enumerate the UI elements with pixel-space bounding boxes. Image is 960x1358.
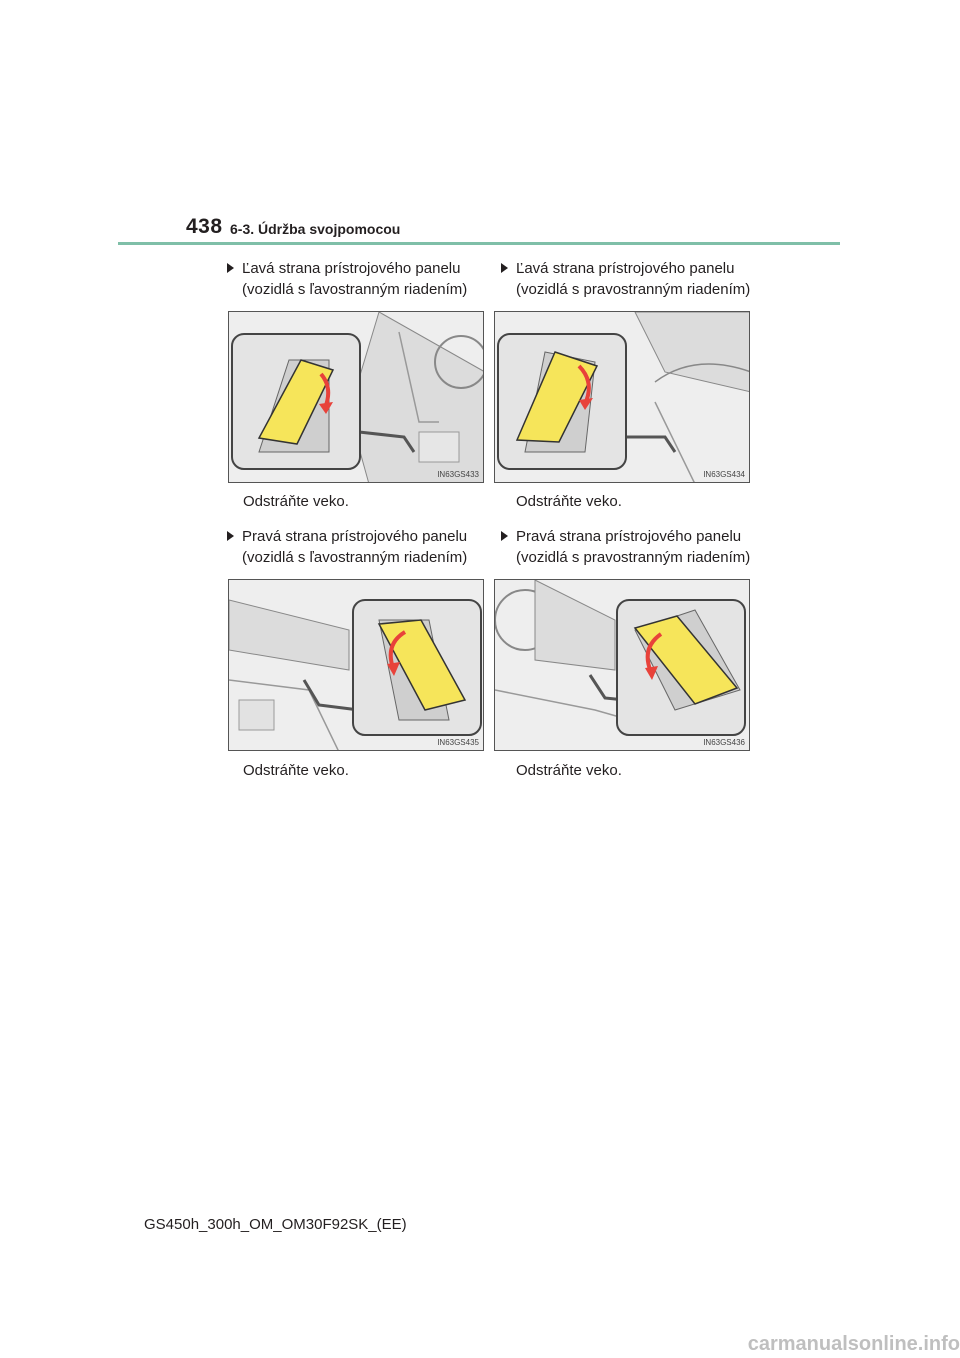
item-heading-line2: (vozidlá s ľavostranným riadením) bbox=[242, 549, 468, 566]
bullet-triangle-icon bbox=[227, 531, 234, 541]
figure-left-panel-lhd bbox=[228, 311, 484, 483]
document-code: GS450h_300h_OM_OM30F92SK_(EE) bbox=[144, 1216, 407, 1233]
item-heading-line1: Pravá strana prístrojového panelu bbox=[516, 528, 742, 545]
item-heading-2 bbox=[516, 258, 750, 300]
figure-caption: Odstráňte veko. bbox=[516, 762, 622, 779]
figure-right-panel-rhd bbox=[494, 579, 750, 751]
item-heading-line1: Ľavá strana prístrojového panelu bbox=[242, 260, 461, 277]
item-heading-4 bbox=[516, 526, 750, 568]
item-heading-line1: Pravá strana prístrojového panelu bbox=[242, 528, 468, 545]
dashboard-illustration bbox=[495, 580, 750, 751]
item-heading-line2: (vozidlá s pravostranným riadením) bbox=[516, 281, 751, 298]
bullet-triangle-icon bbox=[501, 263, 508, 273]
item-heading-line1: Ľavá strana prístrojového panelu bbox=[516, 260, 735, 277]
figure-right-panel-lhd bbox=[228, 579, 484, 751]
item-heading-line2: (vozidlá s pravostranným riadením) bbox=[516, 549, 751, 566]
dashboard-illustration bbox=[229, 580, 484, 751]
figure-code: IN63GS435 bbox=[437, 738, 479, 747]
figure-caption: Odstráňte veko. bbox=[243, 493, 349, 510]
item-heading-1 bbox=[242, 258, 467, 300]
figure-code: IN63GS436 bbox=[703, 738, 745, 747]
figure-code: IN63GS433 bbox=[437, 470, 479, 479]
item-heading-3 bbox=[242, 526, 467, 568]
item-heading-line2: (vozidlá s ľavostranným riadením) bbox=[242, 281, 468, 298]
section-title: 6-3. Údržba svojpomocou bbox=[230, 221, 401, 237]
bullet-triangle-icon bbox=[227, 263, 234, 273]
figure-caption: Odstráňte veko. bbox=[516, 493, 622, 510]
figure-code: IN63GS434 bbox=[703, 470, 745, 479]
watermark: carmanualsonline.info bbox=[747, 1333, 960, 1355]
header-rule bbox=[118, 242, 840, 245]
dashboard-illustration bbox=[495, 312, 750, 483]
dashboard-illustration bbox=[229, 312, 484, 483]
bullet-triangle-icon bbox=[501, 531, 508, 541]
figure-left-panel-rhd bbox=[494, 311, 750, 483]
figure-caption: Odstráňte veko. bbox=[243, 762, 349, 779]
page-number: 438 bbox=[186, 215, 223, 238]
